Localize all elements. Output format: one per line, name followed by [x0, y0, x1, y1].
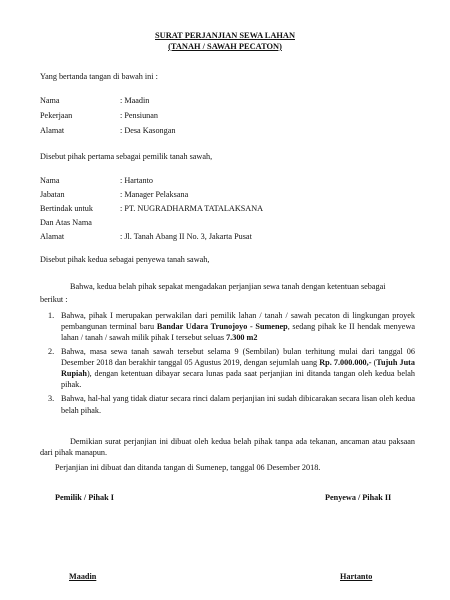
clause-bold-text: Tujuh Juta Rupiah: [61, 358, 415, 379]
party2-value: : Jl. Tanah Abang II No. 3, Jakarta Pusat: [120, 232, 252, 241]
party1-label: Pekerjaan: [40, 111, 73, 120]
closing-paragraph: Demikian surat perjanjian ini dibuat oleh kedua belah pihak tanpa ada tekanan, ancaman atau paksaan dari pihak manapun.: [40, 437, 415, 458]
intro-text: Yang bertanda tangan di bawah ini :: [40, 72, 158, 81]
party2-value: : Manager Pelaksana: [120, 190, 189, 199]
clause-bold-text: Bandar Udara Trunojoyo - Sumenep: [156, 322, 288, 332]
clause-text: Bahwa, hal-hal yang tidak diatur secara rinci dalam perjanjian ini sudah dibicarakan secara lisan oleh kedua belah pihak.: [61, 394, 415, 415]
party2-label: Dan Atas Nama: [40, 218, 92, 227]
document-title: SURAT PERJANJIAN SEWA LAHAN: [155, 31, 295, 40]
party2-label: Alamat: [40, 232, 65, 241]
clause-bold-text: Rp. 7.000.000,-: [319, 358, 372, 368]
signature-role-left: Pemilik / Pihak I: [55, 493, 114, 502]
party1-label: Nama: [40, 96, 60, 105]
party2-value: : PT. NUGRADHARMA TATALAKSANA: [120, 204, 264, 213]
signing-statement: Perjanjian ini dibuat dan ditanda tangan di Sumenep, tanggal 06 Desember 2018.: [55, 463, 321, 472]
document-subtitle: (TANAH / SAWAH PECATON): [168, 42, 282, 51]
clause-number: 2.: [48, 347, 55, 357]
clause-text: Bahwa, pihak I merupakan perwakilan dari pemilik lahan / tanah / sawah pecaton di lingkungan proyek pembangunan terminal baru: [61, 311, 415, 332]
agreement-intro: Bahwa, kedua belah pihak sepakat mengadakan perjanjian sewa tanah dengan ketentuan sebagai: [70, 282, 386, 291]
agreement-intro-cont: berikut :: [40, 295, 68, 304]
signature-role-right: Penyewa / Pihak II: [325, 493, 392, 502]
party2-label: Jabatan: [40, 190, 65, 199]
signature-name-right: Hartanto: [340, 572, 373, 581]
clause-text: ), dengan ketentuan dibayar secara lunas pada saat perjanjian ini ditanda tangan oleh kedua belah pihak.: [61, 369, 415, 390]
clause-number: 3.: [48, 394, 55, 404]
clause-text: , sedang pihak ke II hendak menyewa lahan / tanah / sawah milik pihak I tersebut seluas: [61, 322, 415, 343]
clause-item: [40, 346, 415, 390]
party2-note: Disebut pihak kedua sebagai penyewa tanah sawah,: [40, 255, 210, 264]
party1-note: Disebut pihak pertama sebagai pemilik tanah sawah,: [40, 152, 213, 161]
clause-bold-text: 7.300 m2: [226, 333, 258, 343]
party1-value: : Desa Kasongan: [120, 126, 176, 135]
party2-label: Nama: [40, 176, 60, 185]
clause-number: 1.: [48, 311, 55, 320]
clause-list: [40, 310, 415, 419]
signature-name-left: Maadin: [69, 572, 97, 581]
party1-value: : Pensiunan: [120, 111, 158, 120]
party2-value: : Hartanto: [120, 176, 153, 185]
clause-text: Bahwa, masa sewa tanah sawah tersebut selama 9 (Sembilan) bulan terhitung mulai dari tanggal 06 Desember 2018 dan berakhir tanggal 05 Agustus 2019, dengan sejumlah uang: [61, 347, 415, 368]
party2-label: Bertindak untuk: [40, 204, 93, 213]
clause-text: (: [371, 358, 377, 368]
party1-label: Alamat: [40, 126, 65, 135]
party1-value: : Maadin: [120, 96, 150, 105]
clause-item: [40, 393, 415, 415]
clause-item: [40, 310, 415, 343]
